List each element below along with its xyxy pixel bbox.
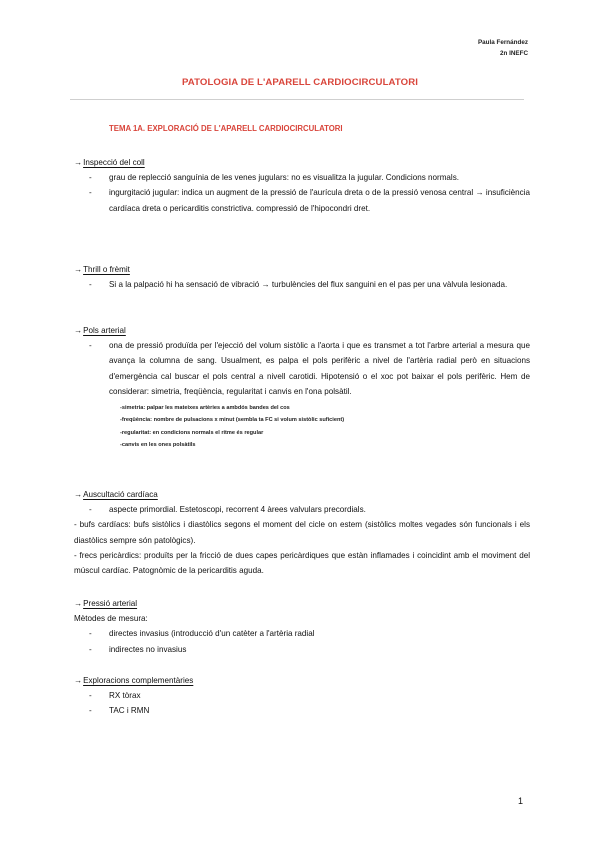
dash-icon: - xyxy=(89,188,92,198)
bullet-item xyxy=(74,688,530,703)
topic-subtitle: TEMA 1A. EXPLORACIÓ DE L'APARELL CARDIOCIRCULATORI xyxy=(109,124,343,133)
arrow-icon: → xyxy=(74,490,83,499)
pulse-notes xyxy=(109,402,530,451)
bullet-text: ona de pressió produïda per l'ejecció del volum sistòlic a l'aorta i que es transmet a tot l'arbre arterial a mesura que avança la columna de sang. Usualment, es palpa el pols perifèric a nivel de l'artèria radial però en situacions d'emergència cal buscar el pols central a nivell carotidi. Hipotensió o el xoc pot baixar el pols perifèric. Hem de considerar: simetria, freqüència, regularitat i canvis en l'ona polsàtil. xyxy=(109,341,530,396)
bullet-text: directes invasius (introducció d'un catèter a l'artèria radial xyxy=(109,629,315,639)
dash-icon: - xyxy=(89,280,92,290)
document-title: PATOLOGIA DE L'APARELL CARDIOCIRCULATORI xyxy=(182,77,418,88)
title-divider xyxy=(70,99,524,100)
section-neck-inspection xyxy=(74,155,530,216)
note-line: -freqüència: nombre de pulsacions x minut (sembla ta FC si volum sistòlic suficient) xyxy=(120,417,345,424)
bullet-item xyxy=(74,626,530,641)
arrow-icon: → xyxy=(74,158,83,167)
section-title-text: Pols arterial xyxy=(83,326,126,335)
note-line: -simetria: palpar les mateixes artèries a ambdós bandes del cos xyxy=(120,405,290,412)
bullet-text: indirectes no invasius xyxy=(109,644,187,654)
bullet-text: Si a la palpació hi ha sensació de vibració → turbulències del flux sanguini en el pas per una vàlvula lesionada. xyxy=(109,280,508,290)
arrow-icon: → xyxy=(74,265,83,274)
page-number: 1 xyxy=(518,796,524,806)
header-author: Paula Fernández xyxy=(477,39,528,46)
section-title-text: Inspecció del coll xyxy=(83,158,145,167)
section-thrill xyxy=(74,262,530,292)
section-title-text: Thrill o frèmit xyxy=(83,265,130,274)
section-title xyxy=(74,673,530,688)
dash-icon: - xyxy=(89,341,92,351)
bullet-text: TAC i RMN xyxy=(109,706,150,716)
bullet-item xyxy=(74,170,530,185)
bullet-item xyxy=(74,502,530,517)
dash-icon: - xyxy=(89,706,92,716)
dash-icon: - xyxy=(89,505,92,515)
bullet-item xyxy=(74,642,530,657)
paragraph: - bufs cardíacs: bufs sistòlics i diastòlics segons el moment del cicle on estem (sistòlics moltes vegades són funcionals i els diastòlics sempre són patològics). xyxy=(74,520,530,545)
section-title xyxy=(74,323,530,338)
dash-icon: - xyxy=(89,629,92,639)
bullet-item xyxy=(74,277,530,292)
section-title-text: Pressió arterial xyxy=(83,599,138,608)
dash-icon: - xyxy=(89,691,92,701)
section-title-text: Auscultació cardíaca xyxy=(83,490,158,499)
bullet-text: aspecte primordial. Estetoscopi, recorrent 4 àrees valvulars precordials. xyxy=(109,505,366,515)
section-cardiac-auscultation xyxy=(74,487,530,578)
bullet-item xyxy=(74,703,530,718)
section-title xyxy=(74,487,530,502)
section-title xyxy=(74,596,530,611)
dash-icon: - xyxy=(89,173,92,183)
arrow-icon: → xyxy=(74,676,83,685)
bullet-item xyxy=(74,185,530,215)
paragraph: Mètodes de mesura: xyxy=(74,614,148,624)
dash-icon: - xyxy=(89,644,92,654)
bullet-item xyxy=(74,338,530,451)
paragraph: - frecs pericàrdics: produïts per la fricció de dues capes pericàrdiques que estàn inflamades i coincidint amb el moviment del múscul cardíac. Patognòmic de la pericarditis aguda. xyxy=(74,550,530,576)
section-blood-pressure xyxy=(74,596,530,657)
section-title xyxy=(74,262,530,277)
note-line: -canvis en les ones polsàtils xyxy=(120,441,196,448)
bullet-text: ingurgitació jugular: indica un augment de la pressió de l'aurícula dreta o de la pressió venosa central → insuficiència cardíaca dreta o pericarditis constrictiva. compressió de l'hipocondri dret. xyxy=(109,188,530,213)
arrow-icon: → xyxy=(74,326,83,335)
header-course: 2n INEFC xyxy=(500,50,528,57)
bullet-text: grau de replecció sanguínia de les venes jugulars: no es visualitza la jugular. Condicions normals. xyxy=(109,173,460,183)
section-title-text: Exploracions complementàries xyxy=(83,676,194,685)
arrow-icon: → xyxy=(74,599,83,608)
bullet-text: RX tòrax xyxy=(109,691,141,701)
section-title xyxy=(74,155,530,170)
section-arterial-pulse xyxy=(74,323,530,451)
note-line: -regularitat: en condicions normals el ritme és regular xyxy=(120,429,264,436)
section-complementary-exams xyxy=(74,673,530,719)
